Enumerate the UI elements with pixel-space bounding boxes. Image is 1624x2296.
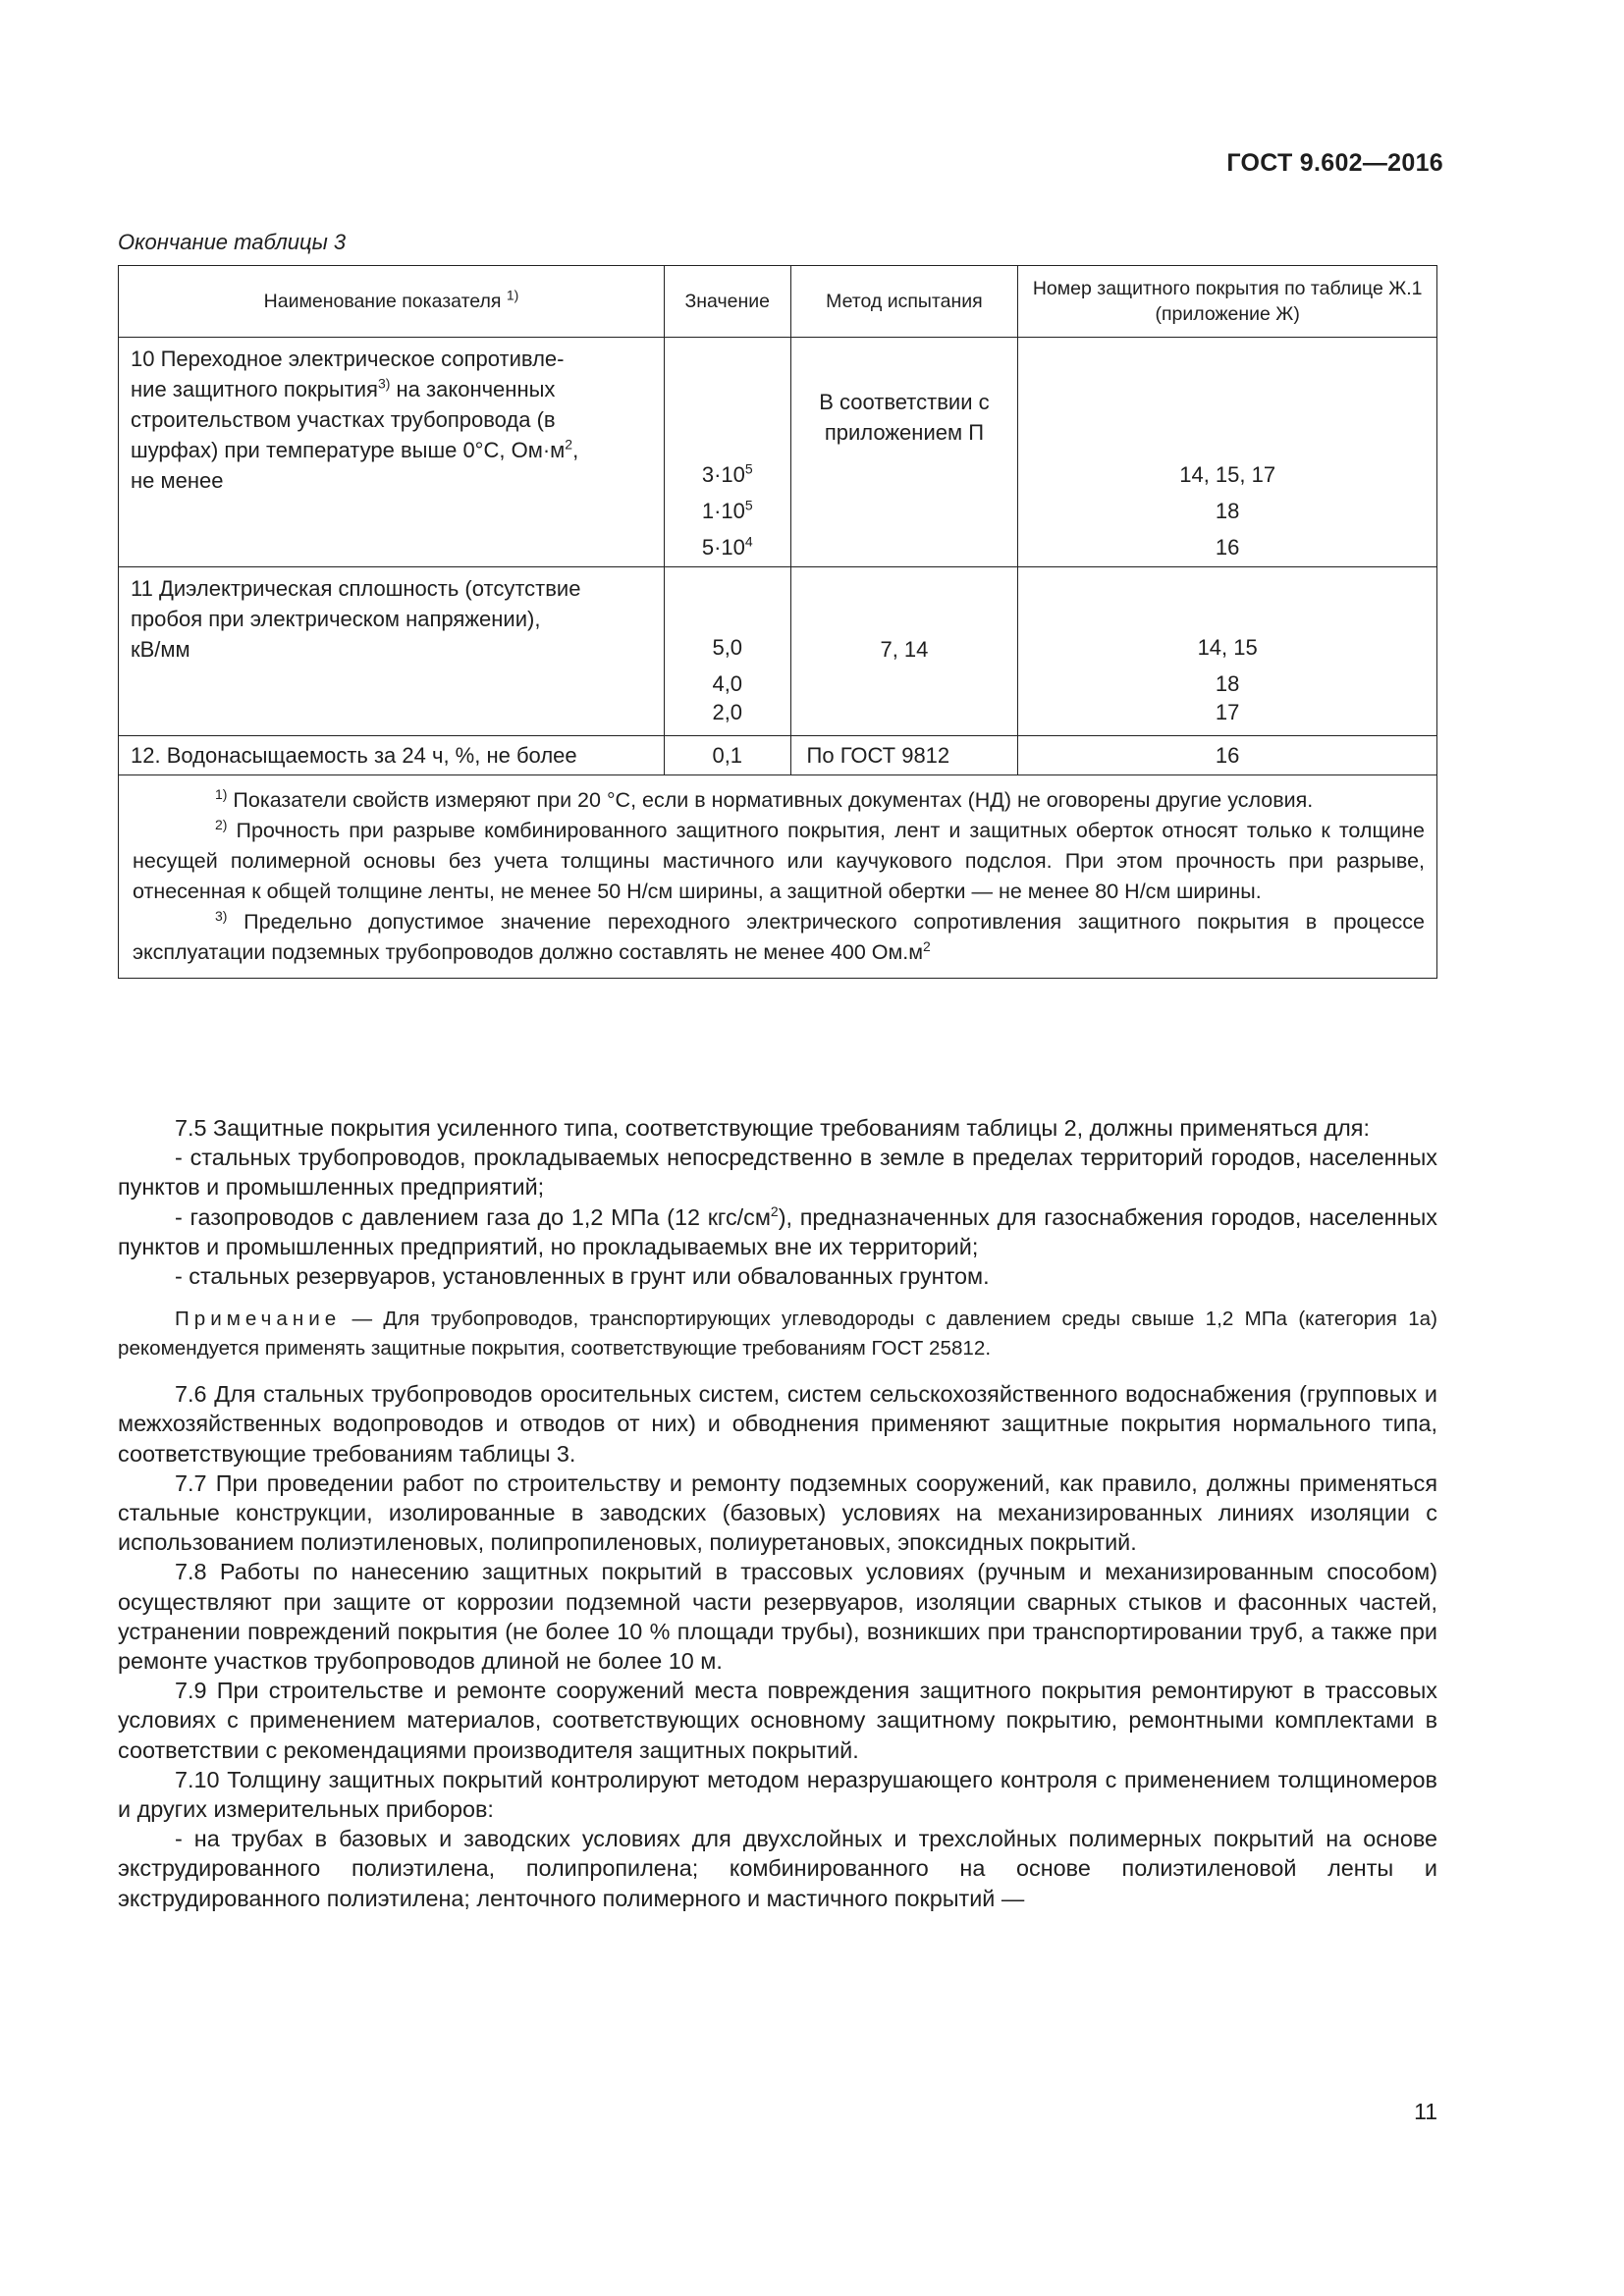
table-row: [119, 736, 1437, 775]
table-row: [119, 567, 1437, 736]
row12-value: 0,1: [664, 736, 790, 775]
paragraph-7-10: 7.10 Толщину защитных покрытий контролируют методом неразрушающего контроля с применением толщиномеров и других измерительных приборов:: [118, 1766, 1437, 1823]
table-footnotes: [119, 775, 1437, 979]
list-item: - газопроводов с давлением газа до 1,2 МПа (12 кгс/$см^2$), предназначенных для газоснабжения городов, населенных пунктов и промышленных предприятий, но прокладываемых вне их территорий;: [118, 1202, 1437, 1259]
paragraph-7-5: 7.5 Защитные покрытия усиленного типа, соответствующие требованиям таблицы 2, должны применяться для:: [175, 1115, 1370, 1141]
row11-name: 11 Диэлектрическая сплошность (отсутствие пробоя при электрическом напряжении), кВ/мм: [119, 567, 665, 736]
footnote-ref: 1): [506, 287, 519, 303]
header-value: Значение: [664, 266, 790, 338]
row10-coatings: 14, 15, 17 18 16: [1018, 338, 1437, 567]
list-item: - стальных резервуаров, установленных в грунт или обвалованных грунтом.: [175, 1263, 990, 1290]
row10-values: [664, 338, 790, 567]
row12-method: По ГОСТ 9812: [790, 736, 1018, 775]
row10-name: 10 Переходное электрическое сопротивле- ние защитного покрытия$^{3)}$ на законченных строительством участках трубопровода (в шурфах) при температуре выше 0°С, $Ом\cdot м^2$, не менее: [119, 338, 665, 567]
list-item: - стальных трубопроводов, прокладываемых непосредственно в земле в пределах территорий городов, населенных пунктов и промышленных предприятий;: [118, 1145, 1437, 1201]
paragraph-7-9: 7.9 При строительстве и ремонте сооружений места повреждения защитного покрытия ремонтируют в трассовых условиях с применением материалов, соответствующих основному защитному покрытию, ремонтными комплектами в соответствии с рекомендациями производителя защитных покрытий.: [118, 1678, 1437, 1763]
row12-coating: 16: [1018, 736, 1437, 775]
note-label: Примечание: [175, 1308, 342, 1331]
row11-method: 7, 14: [790, 567, 1018, 736]
table-caption: Окончание таблицы 3: [118, 230, 347, 254]
footnote: $^{1)}$ Показатели свойств измеряют при 20 °С, если в нормативных документах (НД) не оговорены другие условия.: [215, 785, 1314, 812]
document-header-id: ГОСТ 9.602—2016: [1226, 149, 1443, 177]
note: Примечание — Для трубопроводов, транспортирующих углеводороды с давлением среды свыше 1,2 МПа (категория 1а) рекомендуется применять защитные покрытия, соответствующие требованиям ГОСТ 25812.: [118, 1308, 1437, 1361]
table-header-row: [119, 266, 1437, 338]
value-line: $3\cdot 10^5$: [701, 460, 753, 487]
list-item: - на трубах в базовых и заводских условиях для двухслойных и трехслойных полимерных покрытий на основе экструдированного полиэтилена, полипропилена; комбинированного на основе полиэтиленовой ленты и экструдированного полиэтилена; ленточного полимерного и мастичного покрытий —: [118, 1826, 1437, 1911]
footnote: $^{2)}$ Прочность при разрыве комбинированного защитного покрытия, лент и защитных оберток относят только к толщине несущей полимерной основы без учета толщины мастичного или каучукового подслоя. При этом прочность при разрыве, отнесенная к общей толщине ленты, не менее 50 Н/см ширины, а защитной обертки — не менее 80 Н/см ширины.: [133, 816, 1425, 903]
header-indicator-name: Наименование показателя $^{1)}$: [119, 266, 665, 338]
table-row: [119, 338, 1437, 567]
row11-coatings: 14, 15 18 17: [1018, 567, 1437, 736]
row10-method: В соответствии с приложением П: [790, 338, 1018, 567]
paragraph-7-6: 7.6 Для стальных трубопроводов оросительных систем, систем сельскохозяйственного водоснабжения (групповых и межхозяйственных водопроводов и отводов от них) и обводнения применяют защитные покрытия нормального типа, соответствующие требованиям таблицы 3.: [118, 1381, 1437, 1467]
paragraph-7-7: 7.7 При проведении работ по строительству и ремонту подземных сооружений, как правило, должны применяться стальные конструкции, изолированные в заводских (базовых) условиях на механизированных линиях изоляции с использованием полиэтиленовых, полипропиленовых, полиуретановых, эпоксидных покрытий.: [118, 1469, 1437, 1556]
header-test-method: Метод испытания: [790, 266, 1018, 338]
row11-values: 5,0 4,0 2,0: [664, 567, 790, 736]
properties-table: [118, 265, 1437, 979]
paragraph-7-8: 7.8 Работы по нанесению защитных покрытий в трассовых условиях (ручным и механизированным способом) осуществляют при защите от коррозии подземной части резервуаров, изоляции сварных стыков и фасонных частей, устранении повреждений покрытия (не более 10 % площади трубы), возникших при транспортировании труб, а также при ремонте участков трубопроводов длиной не более 10 м.: [118, 1559, 1437, 1675]
row12-name: 12. Водонасыщаемость за 24 ч, %, не более: [119, 736, 665, 775]
header-coating-number: Номер защитного покрытия по таблице Ж.1 (приложение Ж): [1018, 266, 1437, 338]
body-text: [118, 1113, 1437, 1913]
value-line: $5\cdot 10^4$: [701, 533, 753, 560]
value-line: $1\cdot 10^5$: [701, 497, 753, 523]
footnote: $^{3)}$ Предельно допустимое значение переходного электрического сопротивления защитного покрытия в процессе эксплуатации подземных трубопроводов должно составлять не менее 400 $Ом.м^2$: [133, 907, 1425, 964]
table-footnotes-row: [119, 775, 1437, 979]
page-number: 11: [1414, 2099, 1437, 2124]
